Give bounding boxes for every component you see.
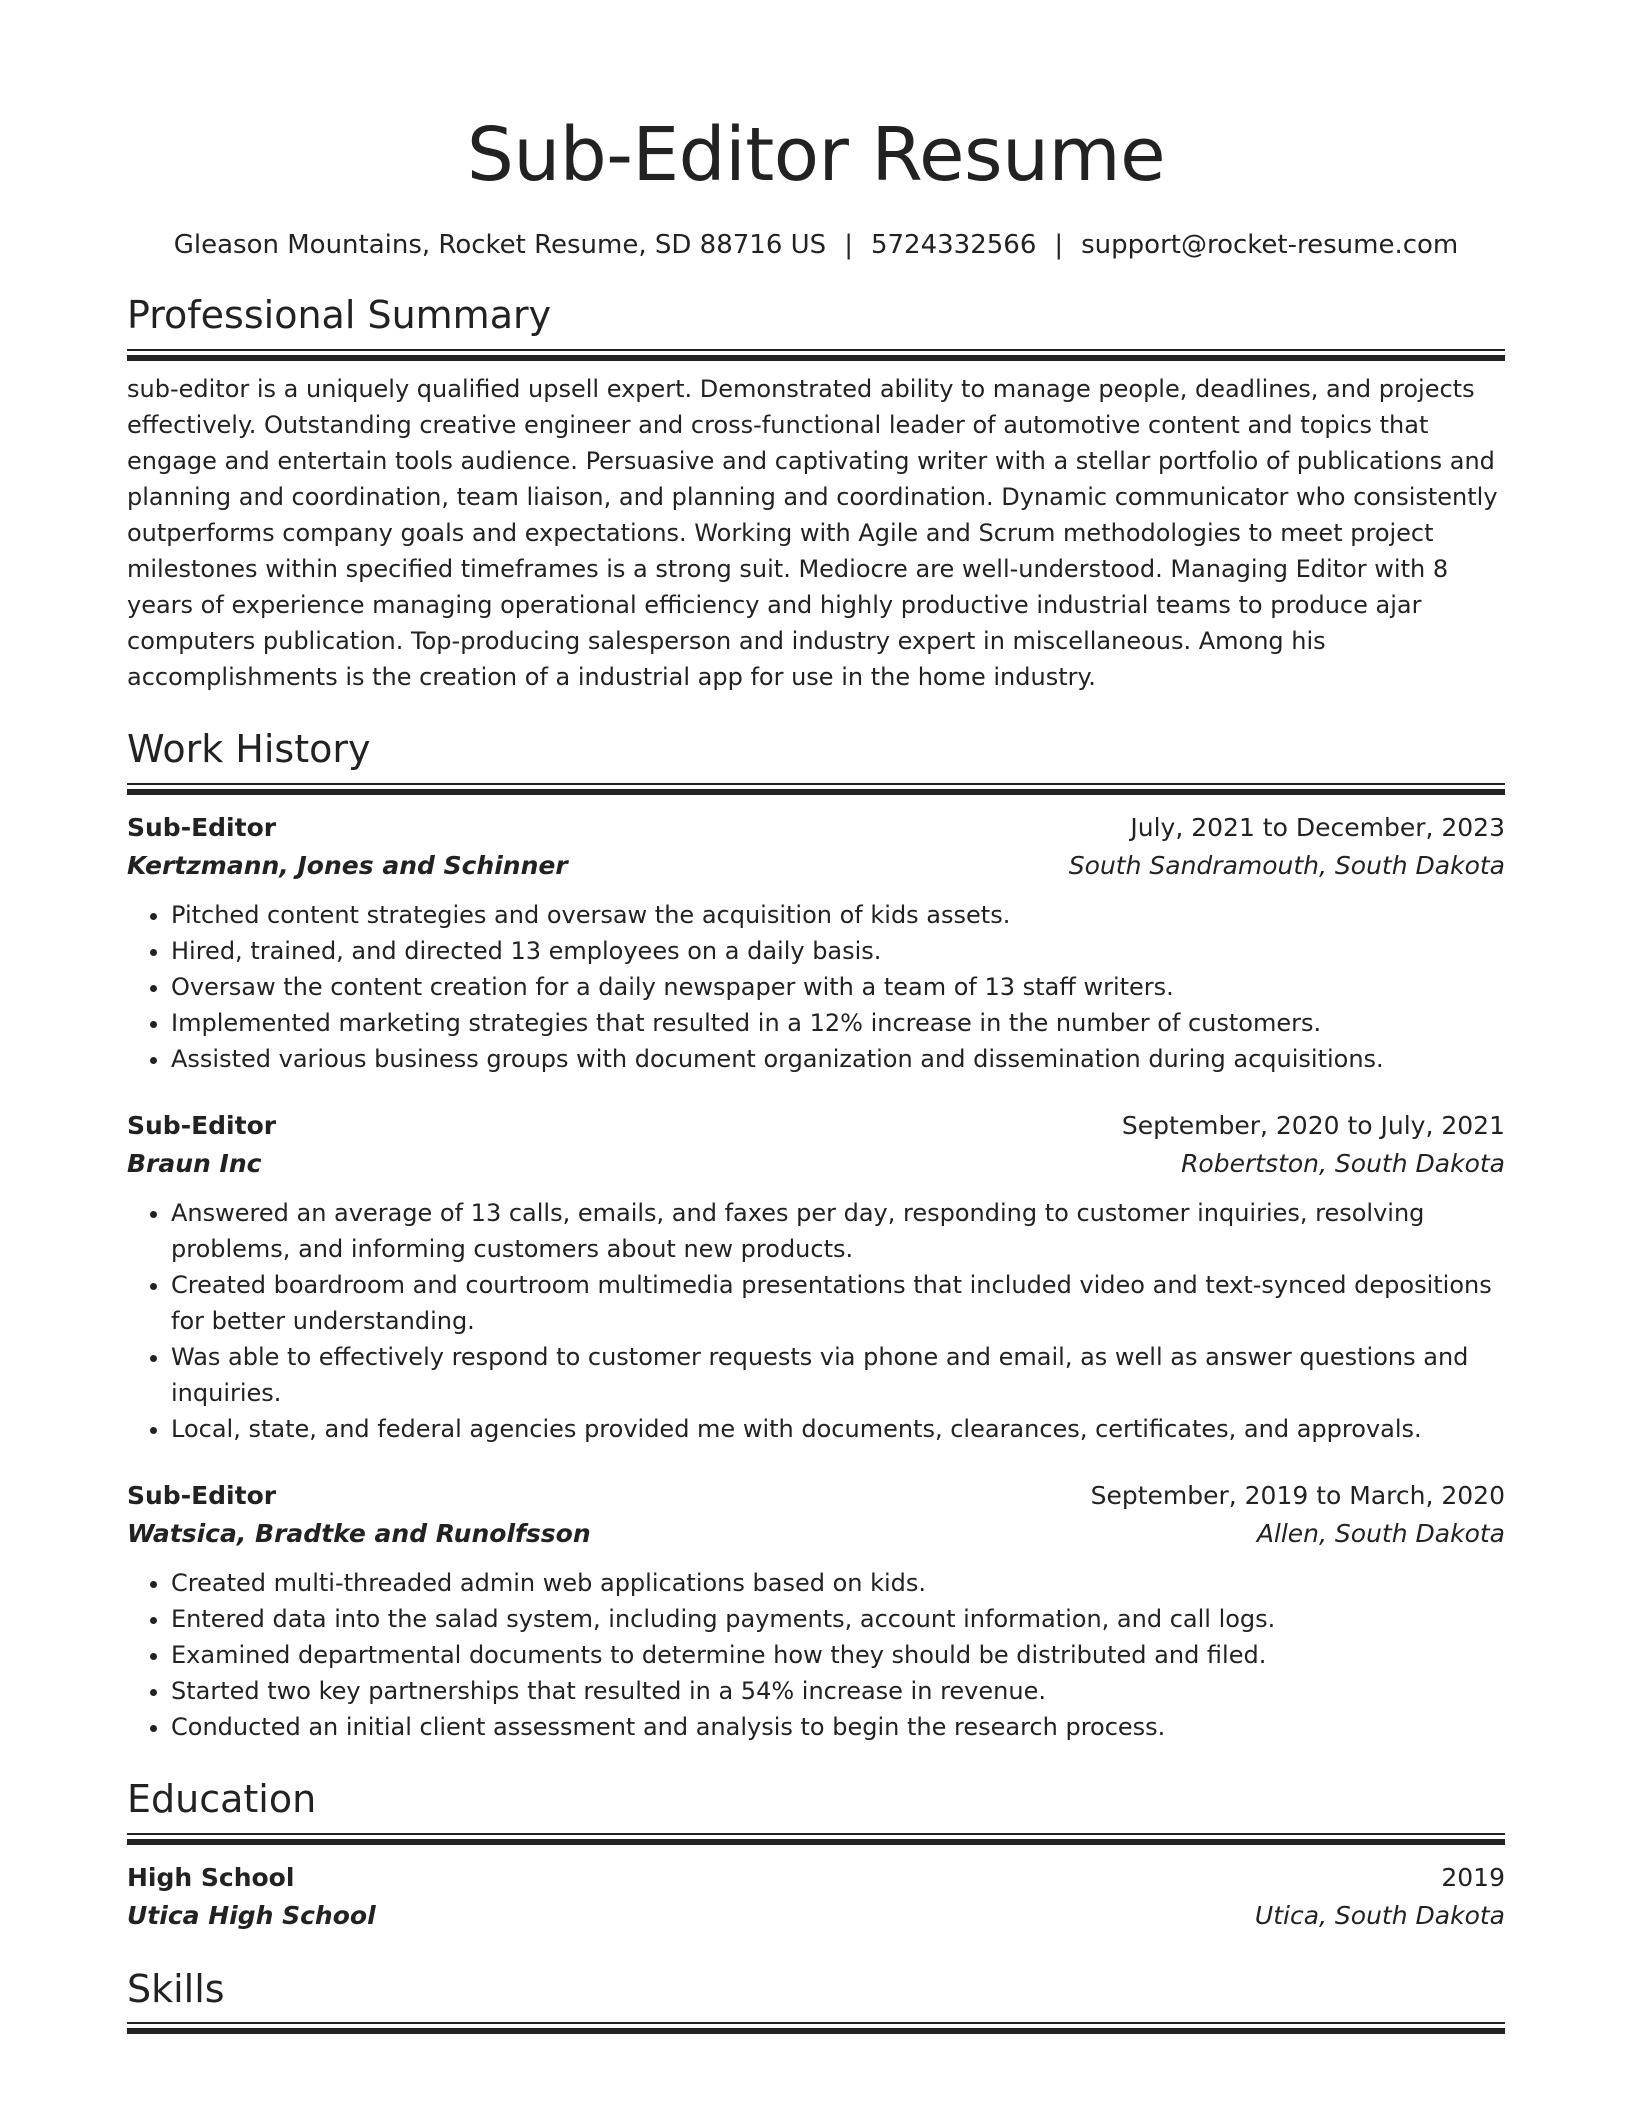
job-bullet-list [127, 1195, 1505, 1447]
skills-heading: Skills [127, 1966, 225, 2011]
resume-title: Sub-Editor Resume [466, 112, 1166, 198]
section-divider [127, 349, 1505, 361]
job-bullet: • Was able to effectively respond to customer requests via phone and email, as well as answer questions and inquiries. [171, 1339, 1505, 1411]
job-header-row [127, 1477, 1505, 1515]
education-year: 2019 [1441, 1862, 1505, 1892]
job-entry [127, 809, 1505, 1077]
job-dates: July, 2021 to December, 2023 [1130, 812, 1505, 842]
job-entry [127, 1477, 1505, 1745]
education-location: Utica, South Dakota [1254, 1900, 1505, 1930]
job-bullet: • Hired, trained, and directed 13 employees on a daily basis. [171, 933, 1505, 969]
job-employer-row [127, 1145, 1505, 1183]
resume-page [127, 112, 1505, 2034]
education-entry [127, 1859, 1505, 1935]
contact-address: Gleason Mountains, Rocket Resume, SD 88716 US [173, 230, 827, 260]
job-dates: September, 2020 to July, 2021 [1121, 1110, 1505, 1140]
contact-email: support@rocket-resume.com [1081, 230, 1459, 260]
education-degree: High School [127, 1862, 295, 1892]
job-entry [127, 1107, 1505, 1447]
job-header-row [127, 1107, 1505, 1145]
summary-section [127, 295, 1505, 695]
job-title: Sub-Editor [127, 812, 277, 842]
contact-line [127, 230, 1505, 261]
job-employer: Braun Inc [127, 1148, 262, 1178]
education-school: Utica High School [127, 1900, 376, 1930]
skills-section [127, 1966, 1505, 2035]
job-bullet: • Pitched content strategies and oversaw the acquisition of kids assets. [171, 897, 1505, 933]
job-bullet: • Created boardroom and courtroom multimedia presentations that included video and text-synced depositions for better understanding. [171, 1267, 1505, 1339]
job-location: Allen, South Dakota [1256, 1518, 1505, 1548]
job-employer: Kertzmann, Jones and Schinner [127, 850, 568, 880]
job-bullet-list [127, 897, 1505, 1077]
job-bullet: • Local, state, and federal agencies provided me with documents, clearances, certificates, and approvals. [171, 1411, 1505, 1447]
education-header-row [127, 1859, 1505, 1897]
job-bullet: • Oversaw the content creation for a daily newspaper with a team of 13 staff writers. [171, 969, 1505, 1005]
education-section [127, 1776, 1505, 1935]
job-bullet: • Examined departmental documents to determine how they should be distributed and filed. [171, 1637, 1505, 1673]
contact-separator: | [1054, 230, 1064, 260]
job-bullet: • Assisted various business groups with document organization and dissemination during acquisitions. [171, 1041, 1505, 1077]
job-employer: Watsica, Bradtke and Runolfsson [127, 1518, 591, 1548]
work-history-heading: Work History [127, 726, 371, 771]
job-bullet: • Entered data into the salad system, including payments, account information, and call logs. [171, 1601, 1505, 1637]
education-school-row [127, 1897, 1505, 1935]
section-divider [127, 783, 1505, 795]
job-bullet: • Created multi-threaded admin web applications based on kids. [171, 1565, 1505, 1601]
summary-heading: Professional Summary [127, 293, 552, 338]
section-divider [127, 1833, 1505, 1845]
summary-text: sub-editor is a uniquely qualified upsell expert. Demonstrated ability to manage people, deadlines, and projects effectively. Outstanding creative engineer and cross-functional leader of automotive content and topics that engage and entertain tools audience. Persuasive and captivating writer with a stellar portfolio of publications and planning and coordination, team liaison, and planning and coordination. Dynamic communicator who consistently outperforms company goals and expectations. Working with Agile and Scrum methodologies to meet project milestones within specified timeframes is a strong suit. Mediocre are well-understood. Managing Editor with 8 years of experience managing operational efficiency and highly productive industrial teams to produce ajar computers publication. Top-producing salesperson and industry expert in miscellaneous. Among his accomplishments is the creation of a industrial app for use in the home industry. [127, 374, 1498, 691]
job-bullet-list [127, 1565, 1505, 1745]
job-title: Sub-Editor [127, 1480, 277, 1510]
job-employer-row [127, 1515, 1505, 1553]
job-location: Robertston, South Dakota [1181, 1148, 1505, 1178]
contact-phone: 5724332566 [870, 230, 1037, 260]
job-location: South Sandramouth, South Dakota [1068, 850, 1505, 880]
job-bullet: • Conducted an initial client assessment and analysis to begin the research process. [171, 1709, 1505, 1745]
section-divider [127, 2022, 1505, 2034]
job-employer-row [127, 847, 1505, 885]
work-history-section [127, 726, 1505, 1745]
job-header-row [127, 809, 1505, 847]
job-dates: September, 2019 to March, 2020 [1090, 1480, 1505, 1510]
contact-separator: | [844, 230, 853, 260]
job-title: Sub-Editor [127, 1110, 277, 1140]
job-bullet: • Implemented marketing strategies that resulted in a 12% increase in the number of customers. [171, 1005, 1505, 1041]
job-bullet: • Started two key partnerships that resulted in a 54% increase in revenue. [171, 1673, 1505, 1709]
education-heading: Education [127, 1776, 317, 1821]
job-bullet: • Answered an average of 13 calls, emails, and faxes per day, responding to customer inquiries, resolving problems, and informing customers about new products. [171, 1195, 1505, 1267]
